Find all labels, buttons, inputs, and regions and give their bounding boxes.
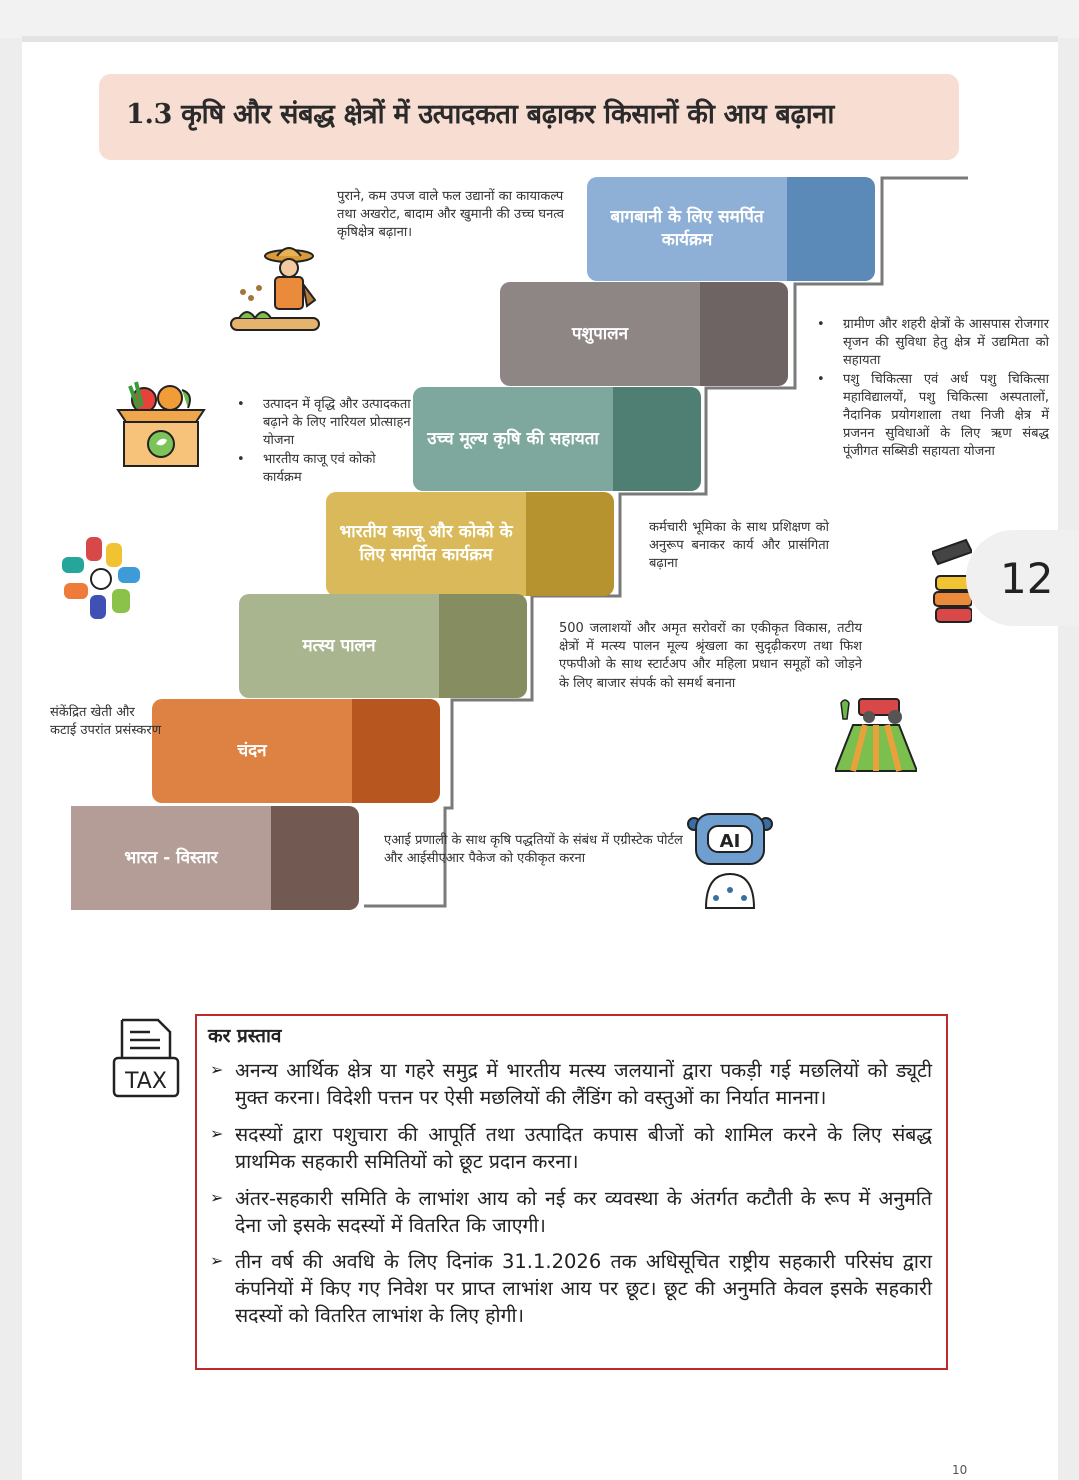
note-high-value-agri <box>237 396 415 487</box>
step-animal-husbandry <box>500 282 788 386</box>
step-cashew-cocoa-side <box>526 492 614 596</box>
step-animal-husbandry-side <box>700 282 788 386</box>
step-sandalwood-side <box>352 699 440 803</box>
tax-item <box>210 1249 932 1330</box>
step-fisheries-label: मत्स्य पालन <box>302 635 376 656</box>
arrow-bullet-icon: ➢ <box>210 1187 224 1207</box>
note-animal-bullet-text: पशु चिकित्सा एवं अर्ध पशु चिकित्सा महाविद्यालयों, पशु चिकित्सा अस्पतालों, नैदानिक प्रयोगशाला तथा निजी क्षेत्र में प्रजनन सुविधाओं के लिए ऋण संबद्ध पूंजीगत सब्सिडी सहायता योजना <box>843 371 1049 460</box>
note-sandalwood: संकेंद्रित खेती और कटाई उपरांत प्रसंस्करण <box>50 705 162 739</box>
step-horticulture-front <box>587 177 787 281</box>
step-sandalwood-label: चंदन <box>237 740 267 761</box>
note-highvalue-bullet-text: भारतीय काजू एवं कोको कार्यक्रम <box>263 451 376 485</box>
step-high-value-agri-side <box>613 387 701 491</box>
step-bharat-vistar <box>71 806 359 910</box>
page-title: 1.3 कृषि और संबद्ध क्षेत्रों में उत्पादकता बढ़ाकर किसानों की आय बढ़ाना <box>126 99 835 130</box>
step-cashew-cocoa <box>326 492 614 596</box>
produce-box-icon <box>116 378 206 470</box>
note-animal-bullet-text: ग्रामीण और शहरी क्षेत्रों के आसपास रोजगार सृजन की सुविधा हेतु क्षेत्र में उद्यमिता को सहायता <box>843 317 1049 369</box>
note-animal-bullet <box>817 316 1049 371</box>
page-number: 10 <box>952 1463 968 1477</box>
tax-item <box>210 1186 932 1240</box>
ai-robot-icon <box>686 810 774 910</box>
tractor-field-icon <box>835 695 917 773</box>
note-bharat-vistar: एआई प्रणाली के साथ कृषि पद्धतियों के संबंध में एग्रीस्टेक पोर्टल और आईसीएआर पैकेज को एकीकृत करना <box>384 833 683 867</box>
bullet-dot: • <box>817 317 825 332</box>
step-animal-husbandry-label: पशुपालन <box>571 323 629 344</box>
step-fisheries-side <box>439 594 527 698</box>
farmer-sowing-icon <box>229 244 323 336</box>
community-people-icon <box>56 533 146 625</box>
tax-item <box>210 1058 932 1112</box>
step-horticulture-label: बागबानी के लिए समर्पित कार्यक्रम <box>610 207 764 250</box>
bullet-dot: • <box>237 397 245 412</box>
arrow-bullet-icon: ➢ <box>210 1251 224 1271</box>
step-sandalwood <box>152 699 440 803</box>
arrow-bullet-icon: ➢ <box>210 1123 224 1143</box>
tax-items-list <box>210 1058 932 1340</box>
tax-document-icon <box>112 1018 180 1098</box>
note-animal-bullet <box>817 371 1049 462</box>
step-cashew-cocoa-label: भारतीय काजू और कोको के लिए समर्पित कार्यक्रम <box>339 522 513 565</box>
tax-icon-label: TAX <box>125 1069 167 1094</box>
step-high-value-agri-front <box>413 387 613 491</box>
note-animal-husbandry <box>817 316 1049 462</box>
note-highvalue-bullet <box>237 396 415 451</box>
step-fisheries-front <box>239 594 439 698</box>
step-high-value-agri-label: उच्च मूल्य कृषि की सहायता <box>427 428 599 449</box>
step-high-value-agri <box>413 387 701 491</box>
ai-robot-label: AI <box>719 831 741 852</box>
tax-item-text: अंतर-सहकारी समिति के लाभांश आय को नई कर व्यवस्था के अंतर्गत कटौती के रूप में अनुमति देना जो इसके सदस्यों में वितरित कि जाएगी। <box>235 1186 932 1237</box>
slide-number-badge: 12 <box>966 530 1079 626</box>
step-bharat-vistar-side <box>271 806 359 910</box>
step-animal-husbandry-front <box>500 282 700 386</box>
note-fisheries: 500 जलाशयों और अमृत सरोवरों का एकीकृत विकास, तटीय क्षेत्रों में मत्स्य पालन मूल्य श्रृंखला का सुदृढ़ीकरण तथा फिश एफपीओ के साथ स्टार्टअप और महिला प्रधान समूहों को जोड़ने के लिए बाजार संपर्क को समर्थ बनाना <box>559 621 862 691</box>
step-bharat-vistar-label: भारत - विस्तार <box>124 847 218 868</box>
tax-item-text: सदस्यों द्वारा पशुचारा की आपूर्ति तथा उत्पादित कपास बीजों को शामिल करने के लिए संबद्ध प्राथमिक सहकारी समितियों को छूट प्रदान करना। <box>235 1122 932 1173</box>
tax-item-text: तीन वर्ष की अवधि के लिए दिनांक 31.1.2026 तक अधिसूचित राष्ट्रीय सहकारी परिसंघ द्वारा कंपनियों में किए गए निवेश पर प्राप्त लाभांश आय पर छूट। छूट की अनुमति केवल इसके सहकारी सदस्यों को वितरित लाभांश के लिए होगी। <box>235 1250 932 1328</box>
step-bharat-vistar-front <box>71 806 271 910</box>
step-cashew-cocoa-front <box>326 492 526 596</box>
step-horticulture-side <box>787 177 875 281</box>
bullet-dot: • <box>817 371 825 387</box>
tax-item-text: अनन्य आर्थिक क्षेत्र या गहरे समुद्र में भारतीय मत्स्य जलयानों द्वारा पकड़ी गई मछलियों को ड्यूटी मुक्त करना। विदेशी पत्तन पर ऐसी मछलियों की लैंडिंग को वस्तुओं का निर्यात मानना। <box>235 1059 932 1109</box>
note-cashew-cocoa: कर्मचारी भूमिका के साथ प्रशिक्षण को अनुरूप बनाकर कार्य और प्रासंगिता बढ़ाना <box>649 520 829 572</box>
note-highvalue-bullet-text: उत्पादन में वृद्धि और उत्पादकता बढ़ाने के लिए नारियल प्रोत्साहन योजना <box>263 397 411 449</box>
note-highvalue-bullet <box>237 451 415 487</box>
step-horticulture <box>587 177 875 281</box>
bullet-dot: • <box>237 451 245 467</box>
step-fisheries <box>239 594 527 698</box>
arrow-bullet-icon: ➢ <box>210 1060 224 1079</box>
tax-item <box>210 1122 932 1176</box>
tax-heading: कर प्रस्ताव <box>208 1025 282 1047</box>
step-sandalwood-front <box>152 699 352 803</box>
note-horticulture: पुराने, कम उपज वाले फल उद्यानों का कायाकल्प तथा अखरोट, बादाम और खुमानी की उच्च घनत्व कृषिक्षेत्र बढ़ाना। <box>337 189 564 241</box>
